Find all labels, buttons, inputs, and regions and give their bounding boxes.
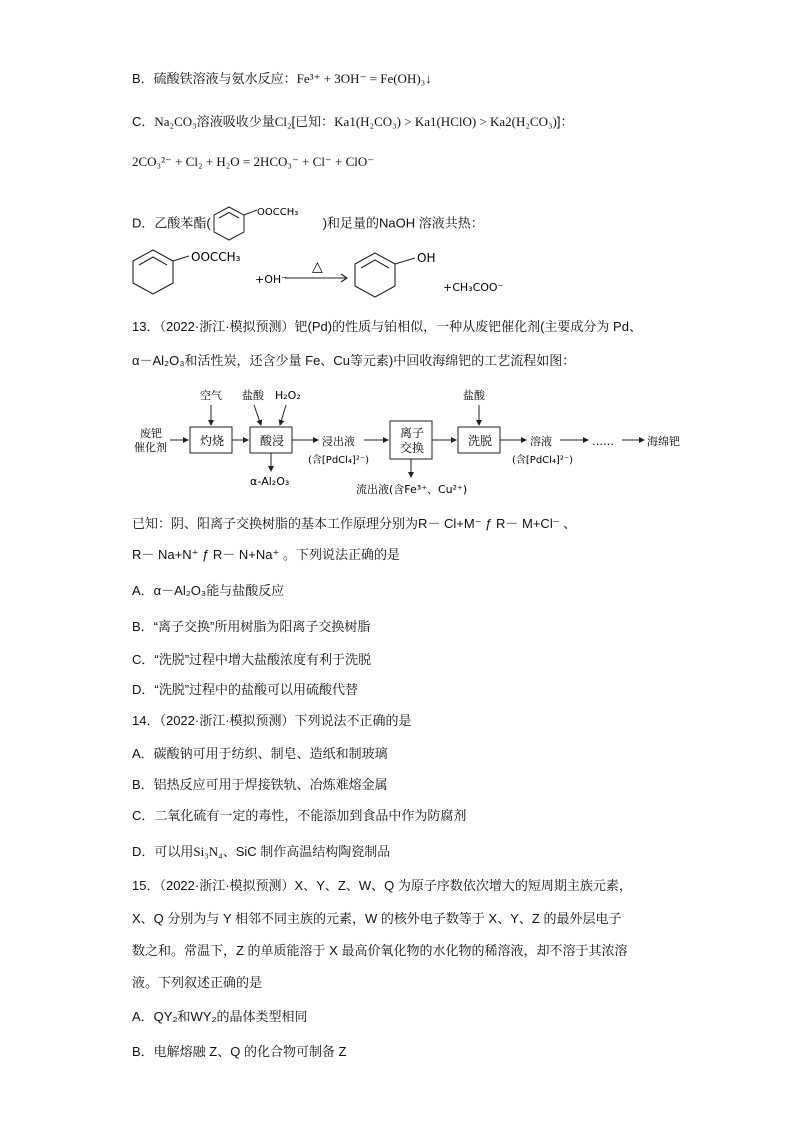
q14-option-d[interactable] [132,843,390,861]
option-c-line [132,113,573,131]
omitted-steps-dots: …… [592,435,614,448]
leachate-content-label: (含[PdCl₄]²⁻) [308,455,370,466]
q13-line-2: α－Al₂O₃和活性炭，还含少量 Fe、Cu等元素)中回收海绵钯的工艺流程如图： [132,353,576,368]
leachate-label: 浸出液 [322,435,355,448]
step-ion-exchange-label-1: 离子 [400,426,425,440]
process-flow-diagram [130,385,700,500]
step-elution-label: 洗脱 [468,434,493,448]
option-b-line [132,70,432,88]
na2co3-formula: Na₂CO₃ [154,114,197,129]
q14-option-c[interactable]: C．二氧化硫有一定的毒性，不能添加到食品中作为防腐剂 [132,808,467,823]
q13-line-1: 13．（2022·浙江·模拟预测）钯(Pd)的性质与铂相似，一种从废钯催化剂(主要成分为 Pd、 [132,319,642,334]
ka-expression: Ka1(H₂CO₃) > Ka1(HClO) > Ka2(H₂CO₃) [334,114,557,129]
step-acid-leach-label: 酸浸 [260,434,285,448]
q13-option-d[interactable]: D．“洗脱”过程中的盐酸可以用硫酸代替 [132,682,359,697]
hcl-input-label: 盐酸 [242,389,264,402]
option-b-equation: Fe³⁺ + 3OH⁻ = Fe(OH)₃↓ [296,71,432,86]
option-d-label: D．乙酸苯酯( [132,215,211,231]
sponge-palladium-label: 海绵钯 [647,435,680,448]
option-d-after: )和足量的NaOH 溶液共热： [322,215,484,231]
option-c-end: ]： [556,114,574,129]
q14-option-d-pre: D．可以用 [132,844,194,859]
q13-option-a[interactable]: A．α－Al₂O₃能与盐酸反应 [132,583,285,598]
step-ion-exchange-label-2: 交换 [400,441,425,455]
option-c-known: [已知： [291,114,335,129]
q15-line-4: 液。下列叙述正确的是 [132,975,263,990]
q15-line-2: X、Q 分别为与 Y 相邻不同主族的元素，W 的核外电子数等于 X、Y、Z 的最外层电子 [132,911,622,926]
effluent-label: 流出液(含Fe³⁺、Cu²⁺) [356,483,468,496]
option-c-equation: 2CO₃²⁻ + Cl₂ + H₂O = 2HCO₃⁻ + Cl⁻ + ClO⁻ [132,154,375,169]
alumina-residue-label: α-Al₂O₃ [250,475,290,488]
q14-option-d-post: 、SiC 制作高温结构陶瓷制品 [222,844,391,859]
q13-option-b[interactable]: B．“离子交换”所用树脂为阳离子交换树脂 [132,619,371,634]
si3n4-formula: Si₃N₄ [193,844,223,859]
q14-option-b[interactable]: B．铝热反应可用于焊接铁轨、冶炼难熔金属 [132,777,388,792]
option-d-line [132,205,484,243]
heat-symbol: △ [312,259,323,275]
q15-option-a[interactable]: A．QY₂和WY₂的晶体类型相同 [132,1009,308,1024]
option-c-text: 溶液吸收少量 [196,114,275,129]
h2o2-input-label: H₂O₂ [275,389,301,402]
reaction-scheme [125,245,545,305]
step-roast-label: 灼烧 [200,434,225,448]
option-c-label: C． [132,114,155,129]
inline-struct-substituent: OOCCH₃ [256,207,298,218]
q15-option-b[interactable]: B．电解熔融 Z、Q 的化合物可制备 Z [132,1044,347,1059]
option-b-label: B．硫酸铁溶液与氨水反应： [132,71,297,86]
q13-known-line-2: R－ Na+N⁺ ƒ R－ N+Na⁺ 。下列说法正确的是 [132,547,400,562]
hydroxide-reagent: +OH⁻ [255,273,287,286]
q14-stem: 14．（2022·浙江·模拟预测）下列说法不正确的是 [132,713,412,728]
feed-label-1: 废钯 [140,427,162,440]
q13-option-c[interactable]: C．“洗脱”过程中增大盐酸浓度有利于洗脱 [132,652,372,667]
cl2-formula: Cl₂ [274,114,292,129]
product-substituent: OH [417,251,436,265]
reactant-substituent: OOCCH₃ [191,250,241,264]
q15-line-1: 15．（2022·浙江·模拟预测）X、Y、Z、W、Q 为原子序数依次增大的短周期主族元素， [132,878,632,893]
phenyl-acetate-inline-structure [211,205,323,243]
air-input-label: 空气 [200,389,222,402]
solution-label: 溶液 [530,435,552,448]
solution-content-label: (含[PdCl₄]²⁻) [512,455,574,466]
hcl-elution-input-label: 盐酸 [463,389,485,402]
q15-line-3: 数之和。常温下，Z 的单质能溶于 X 最高价氧化物的水化物的稀溶液，却不溶于其浓溶 [132,943,628,958]
acetate-product: +CH₃COO⁻ [443,281,504,294]
q13-known-line-1: 已知：阴、阳离子交换树脂的基本工作原理分别为R－ Cl+M⁻ ƒ R－ M+Cl⁻ 、 [132,516,577,531]
q14-option-a[interactable]: A．碳酸钠可用于纺织、制皂、造纸和制玻璃 [132,746,388,761]
feed-label-2: 催化剂 [134,441,167,454]
